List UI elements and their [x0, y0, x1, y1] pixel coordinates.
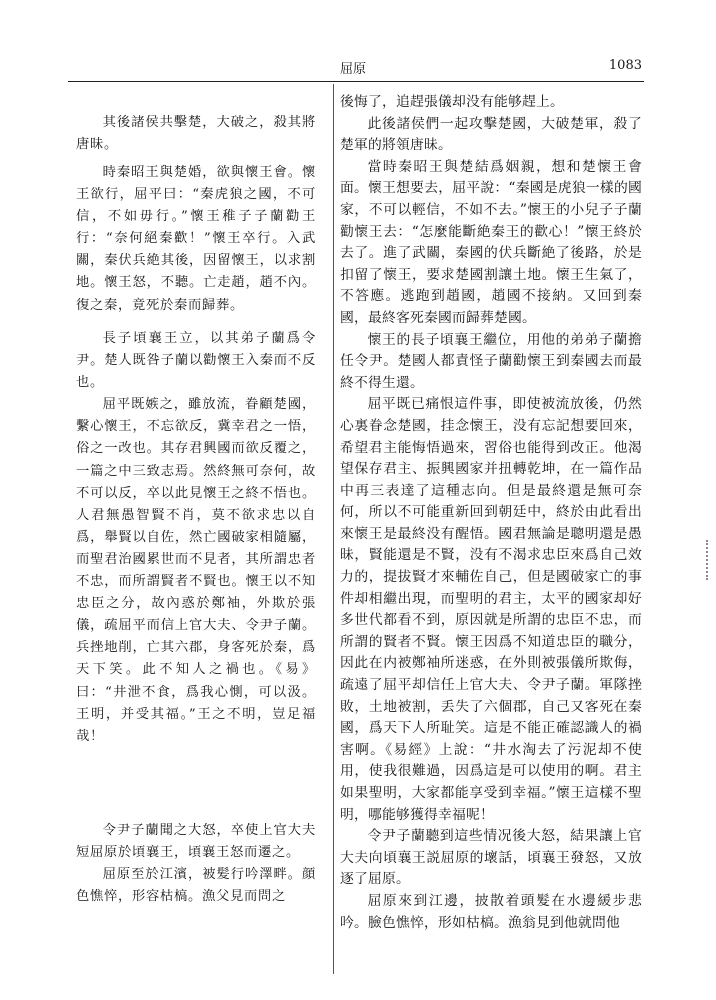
- translation-paragraph: 懷王的長子頃襄王繼位，用他的弟弟子蘭擔任令尹。楚國人都責怪子蘭勸懷王到秦國去而最終不得生還。: [340, 331, 642, 391]
- translation-paragraph: 令尹子蘭聽到這些情况後大怒，結果讓上官大夫向頃襄王説屈原的壞話，頃襄王發怒，又放逐了屈原。: [340, 828, 642, 888]
- translation-paragraph: 屈平既已痛恨這件事，即使被流放後，仍然心裏眷念楚國，挂念懷王，没有忘記想要回來，希望君主能悔悟過來，習俗也能得到改正。他渴望保存君主、振興國家并扭轉乾坤，在一篇作品中再三表達了這種志向。但是最終還是無可奈何，所以不可能重新回到朝廷中，終於由此看出來懷王是最終没有醒悟。國君無論是聰明還是愚昧，賢能還是不賢，没有不渴求忠臣來爲自己效力的，提拔賢才來輔佐自己，但是國破家亡的事件却相繼出現，而聖明的君主，太平的國家却好多世代都看不到，原因就是所謂的忠臣不忠，而所謂的賢者不賢。懷王因爲不知道忠臣的職分，因此在内被鄭袖所迷惑，在外則被張儀所欺侮，疏遠了屈平却信任上官大夫、令尹子蘭。軍隊挫敗，土地被割，丢失了六個郡，自己又客死在秦國，爲天下人所耻笑。這是不能正確認識人的禍害啊。《易經》上說：“井水淘去了污泥却不使用，使我很難過，因爲這是可以使用的啊。君主如果聖明，大家都能享受到幸福。”懷王這樣不聖明，哪能够獲得幸福呢！: [340, 396, 642, 823]
- classical-paragraph: 時秦昭王與楚婚，欲與懷王會。懷王欲行，屈平曰：“秦虎狼之國，不可信，不如毋行。”懷王稚子子蘭勸王行：“奈何絕秦歡！”懷王卒行。入武關，秦伏兵絶其後，因留懷王，以求割地。懷王怒，不聽。亡走趙，趙不內。復之秦，竟死於秦而歸葬。: [76, 165, 316, 313]
- classical-block: [76, 112, 316, 156]
- margin-marks: [706, 540, 711, 580]
- classical-paragraph: 屈原至於江濱，被髪行吟澤畔。顔色憔悴，形容枯槁。漁父見而問之: [76, 867, 316, 905]
- classical-paragraph: 屈平既嫉之，雖放流，眷顧楚國，繫心懷王，不忘欲反，冀幸君之一悟，俗之一改也。其存君興國而欲反覆之，一篇之中三致志焉。然終無可奈何，故不可以反，卒以此見懷王之終不悟也。人君無愚智賢不肖，莫不欲求忠以自爲，舉賢以自佐，然亡國破家相隨屬，而聖君治國累世而不見者，其所謂忠者不忠，而所謂賢者不賢也。懷王以不知忠臣之分，故內惑於鄭袖，外欺於張儀，疏屈平而信上官大夫、令尹子蘭。兵挫地削，亡其六郡，身客死於秦，爲天下笑。此不知人之禍也。《易》曰：“井泄不食，爲我心惻，可以汲。王明，并受其福。”王之不明，豈足福哉！: [76, 397, 316, 744]
- classical-block: [76, 328, 316, 748]
- page-header: [70, 58, 642, 78]
- classical-paragraph: 長子頃襄王立，以其弟子蘭爲令尹。楚人既咎子蘭以勸懷王入秦而不反也。: [76, 331, 316, 391]
- translation-paragraph: 後悔了，追趕張儀却没有能够趕上。: [340, 94, 564, 110]
- header-rule: [68, 81, 644, 82]
- running-title: 屈原: [340, 62, 367, 77]
- translation-paragraph: 此後諸侯們一起攻擊楚國，大破楚軍，殺了楚軍的將領唐昧。: [340, 115, 642, 154]
- classical-paragraph: 令尹子蘭聞之大怒，卒使上官大夫短屈原於頃襄王，頃襄王怒而遷之。: [76, 823, 316, 861]
- page-number: 1083: [608, 58, 642, 73]
- translation-paragraph: 屈原來到江邊，披散着頭髮在水邊緩步悲吟。臉色憔悴，形如枯槁。漁翁見到他就問他: [340, 892, 642, 931]
- classical-block: [76, 162, 316, 317]
- classical-block: [76, 820, 316, 908]
- classical-paragraph: 其後諸侯共擊楚，大破之，殺其將唐昧。: [76, 115, 316, 153]
- column-divider: [333, 84, 334, 974]
- modern-translation-column: [340, 92, 642, 934]
- translation-paragraph: 當時秦昭王與楚結爲姻親，想和楚懷王會面。懷王想要去，屈平說：“秦國是虎狼一樣的國家，不可以輕信，不如不去。”懷王的小兒子子蘭勸懷王去：“怎麼能斷絶秦王的歡心！”懷王終於去了。進了武關，秦國的伏兵斷絶了後路，於是扣留了懷王，要求楚國割讓土地。懷王生氣了，不答應。逃跑到趙國，趙國不接納。又回到秦國，最終客死秦國而歸葬楚國。: [340, 158, 642, 326]
